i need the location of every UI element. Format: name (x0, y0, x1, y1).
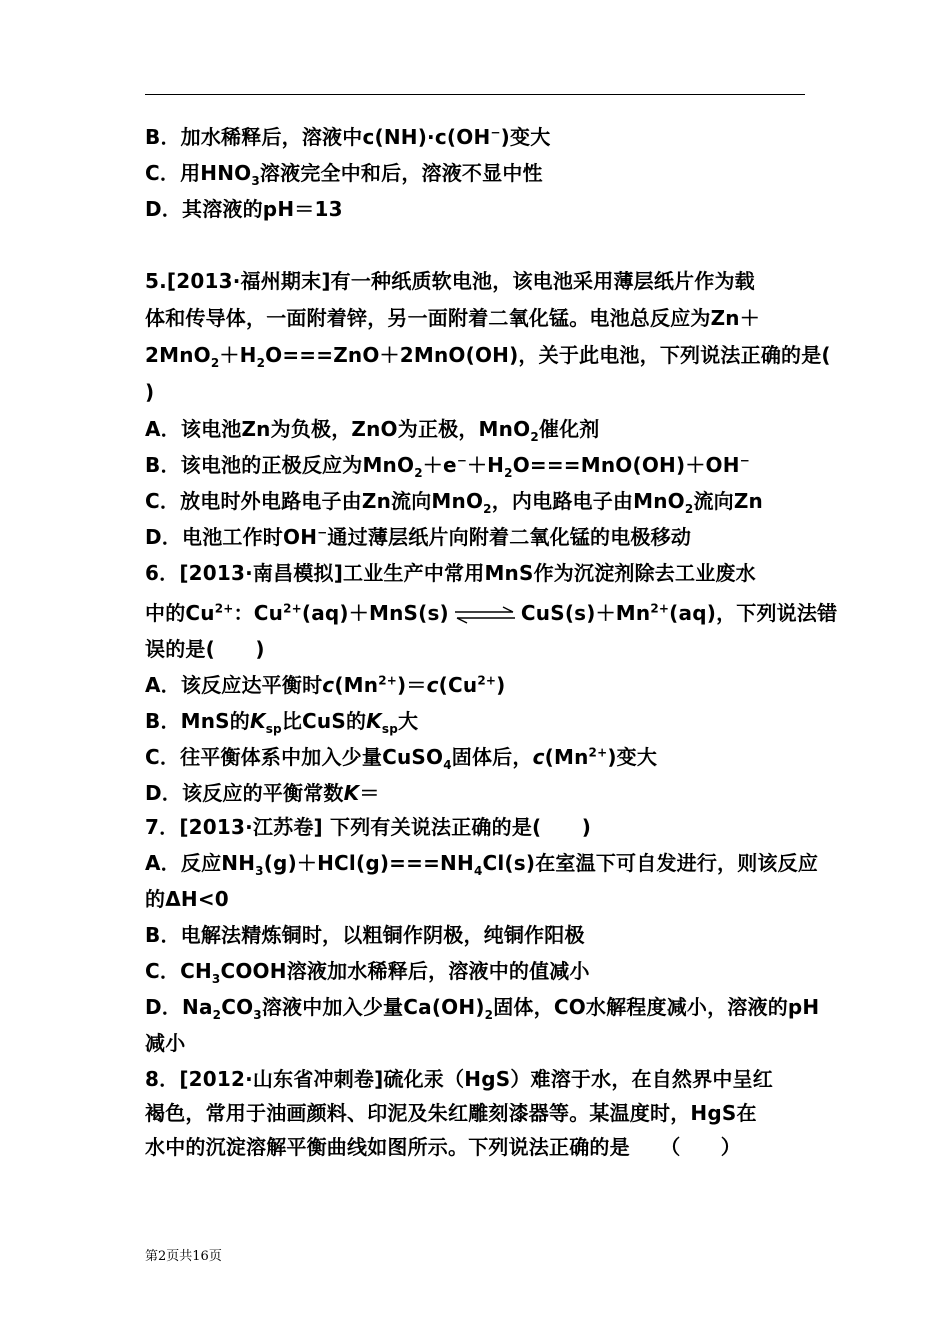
q7-option-d: D．$Na_2CO_3$溶液中加入少量$Ca(OH)_2$固体，CO水解程度减小，溶液的pH (145, 995, 820, 1022)
q6-option-d: D．该反应的平衡常数K＝ (145, 781, 380, 805)
q5-stem-line3: $2MnO_2+H_2O===ZnO+2MnO(OH)$，关于此电池，下列说法正确的是( (145, 343, 831, 370)
q4-option-b: B．加水稀释后，溶液中c(NH)·c(OH−)变大 (145, 125, 551, 149)
q5-stem-line2: 体和传导体，一面附着锌，另一面附着二氧化锰。电池总反应为Zn＋ (145, 306, 760, 330)
q6-option-b: B．MnS的$K_{sp}$比CuS的$K_{sp}$大 (145, 709, 419, 736)
q5-option-c: C．放电时外电路电子由Zn流向MnO$_2$，内电路电子由MnO$_2$流向Zn (145, 489, 763, 516)
q6-stem-line1: 6．[2013·南昌模拟]工业生产中常用MnS作为沉淀剂除去工业废水 (145, 561, 756, 585)
q5-option-b: B．该电池的正极反应为$MnO_2+e^-+H_2O===MnO(OH)+OH^-$ (145, 453, 750, 480)
q5-stem-line1: 5.[2013·福州期末]有一种纸质软电池，该电池采用薄层纸片作为载 (145, 269, 755, 293)
q6-stem-line2: 中的$Cu^{2+}$：$Cu^{2+}(aq)+MnS(s)$ $CuS(s)+Mn^{2+}(aq)$，下列说法错 (145, 601, 838, 625)
q8-stem-line1: 8．[2012·山东省冲刺卷]硫化汞（HgS）难溶于水，在自然界中呈红 (145, 1067, 773, 1091)
q7-option-c: C．$CH_3COOH$溶液加水稀释后，溶液中的值减小 (145, 959, 590, 986)
q8-stem-line3: 水中的沉淀溶解平衡曲线如图所示。下列说法正确的是 （ ） (145, 1135, 741, 1159)
q5-option-a: A．该电池Zn为负极，ZnO为正极，MnO$_2$催化剂 (145, 417, 600, 444)
q7-option-b: B．电解法精炼铜时，以粗铜作阴极，纯铜作阳极 (145, 923, 585, 947)
q8-stem-line2: 褐色，常用于油画颜料、印泥及朱红雕刻漆器等。某温度时，HgS在 (145, 1101, 757, 1125)
q7-stem: 7．[2013·江苏卷] 下列有关说法正确的是( ) (145, 815, 592, 839)
q4-option-c: C．用$HNO_3$溶液完全中和后，溶液不显中性 (145, 161, 543, 188)
equilibrium-arrow-icon (453, 604, 517, 626)
q6-option-a: A．该反应达平衡时$c(Mn^{2+})=c(Cu^{2+})$ (145, 673, 506, 697)
q5-stem-line4: ) (145, 380, 155, 404)
q7-option-a: A．反应$NH_3(g)+HCl(g)===NH_4Cl(s)$在室温下可自发进行，则该反应 (145, 851, 819, 878)
page-footer: 第2页共16页 (145, 1249, 222, 1264)
q6-option-c: C．往平衡体系中加入少量CuSO$_4$固体后，$c(Mn^{2+})$变大 (145, 745, 658, 772)
q7-option-a-cont: 的ΔH<0 (145, 887, 229, 911)
q6-stem-line3: 误的是( ) (145, 637, 265, 661)
q7-option-d-cont: 减小 (145, 1031, 186, 1055)
q4-option-d: D．其溶液的pH＝13 (145, 197, 343, 221)
header-rule (145, 94, 805, 95)
q5-option-d: D．电池工作时OH−通过薄层纸片向附着二氧化锰的电极移动 (145, 525, 692, 549)
